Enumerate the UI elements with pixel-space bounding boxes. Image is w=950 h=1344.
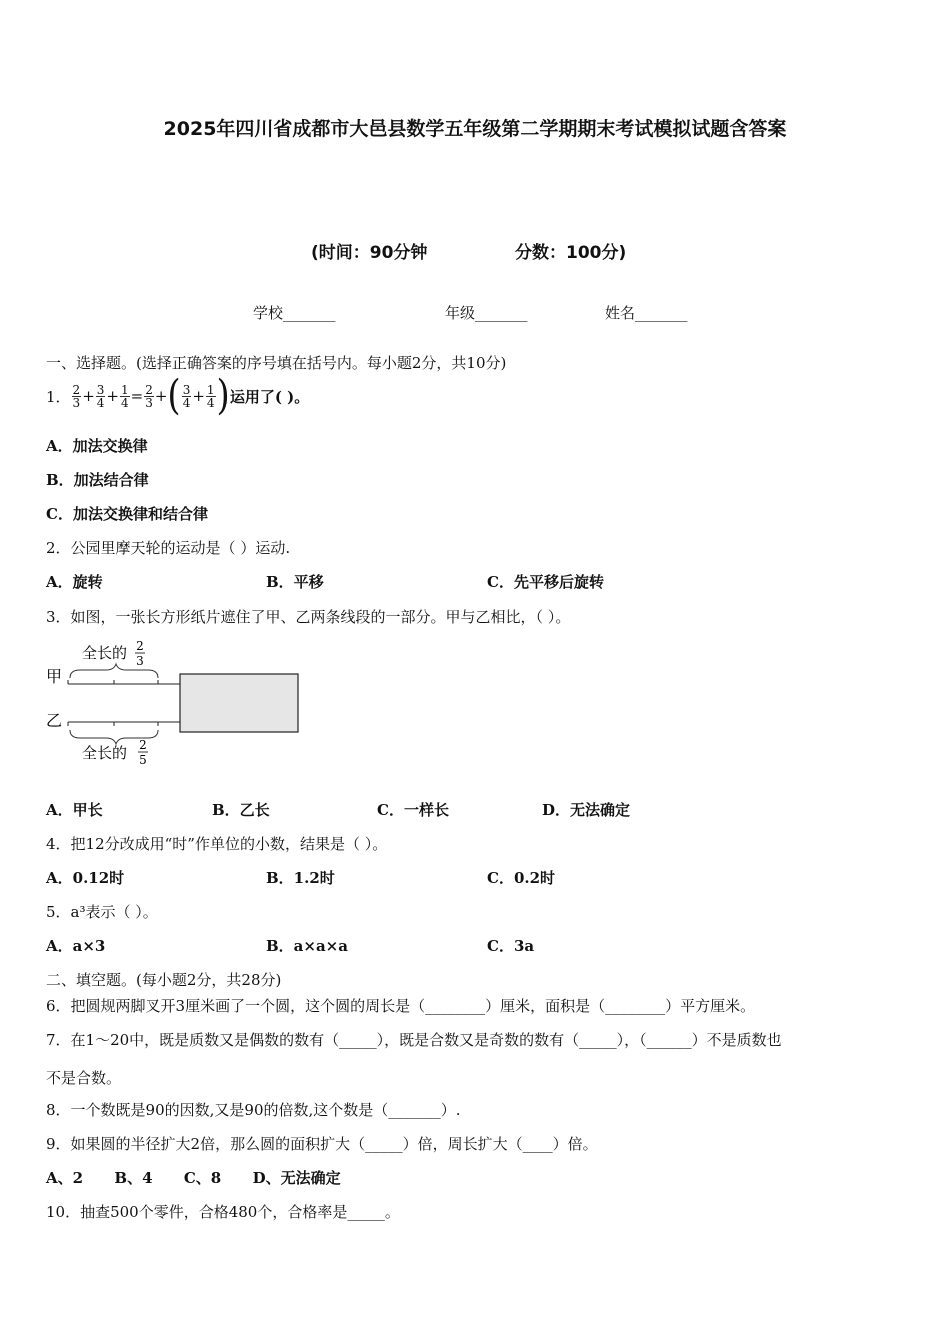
q1-option-c: C．加法交换律和结合律	[46, 505, 208, 523]
question-9: 9．如果圆的半径扩大2倍，那么圆的面积扩大（_____）倍，周长扩大（____）倍。	[46, 1135, 598, 1153]
covering-paper	[180, 674, 298, 732]
q2-option-a: A．旋转	[46, 573, 103, 591]
question-8: 8．一个数既是90的因数,又是90的倍数,这个数是（_______）.	[46, 1101, 461, 1119]
q5-option-c: C．3a	[487, 937, 535, 955]
question-2: 2．公园里摩天轮的运动是（ ）运动.	[46, 539, 291, 557]
q5-option-b: B．a×a×a	[266, 937, 348, 955]
fraction: $\frac{2}{3}$	[145, 382, 153, 410]
plus-sign: +	[154, 387, 168, 405]
top-brace	[70, 664, 158, 678]
top-label: 全长的	[82, 644, 128, 662]
plus-sign: +	[192, 387, 205, 405]
q1-number: 1．	[46, 387, 71, 406]
time-label: (时间：90分钟	[311, 243, 428, 263]
question-7-line1: 7．在1～20中，既是质数又是偶数的数有（_____），既是合数又是奇数的数有（_____），（______）不是质数也	[46, 1031, 782, 1049]
left-paren: (	[167, 372, 181, 420]
plus-sign: +	[106, 387, 119, 405]
bottom-fraction-num: 2	[139, 738, 147, 752]
top-fraction-num: 2	[136, 639, 144, 653]
fraction: $\frac{3}{4}$	[96, 382, 105, 410]
fraction: $\frac{1}{4}$	[206, 382, 215, 410]
page-title: 2025年四川省成都市大邑县数学五年级第二学期期末考试模拟试题含答案	[163, 118, 787, 140]
bottom-label: 全长的	[82, 744, 128, 762]
equals-sign: =	[130, 387, 144, 405]
score-label: 分数：100分)	[515, 243, 627, 263]
right-paren: )	[216, 372, 230, 420]
q4-option-c: C．0.2时	[487, 869, 556, 887]
question-10: 10．抽查500个零件，合格480个，合格率是_____。	[46, 1203, 400, 1221]
q3-option-a: A．甲长	[46, 801, 103, 819]
q3-figure	[44, 636, 306, 772]
question-4: 4．把12分改成用“时”作单位的小数，结果是（ ）。	[46, 835, 388, 853]
q4-option-a: A．0.12时	[46, 869, 125, 887]
fraction: $\frac{1}{4}$	[120, 382, 129, 410]
q4-option-b: B．1.2时	[266, 869, 335, 887]
section1-heading: 一、选择题。(选择正确答案的序号填在括号内。每小题2分，共10分)	[46, 354, 507, 372]
label-yi: 乙	[46, 711, 63, 730]
top-fraction-den: 3	[136, 654, 144, 668]
q2-option-c: C．先平移后旋转	[487, 573, 604, 591]
q1-option-b: B．加法结合律	[46, 471, 149, 489]
name-field: 姓名_______	[605, 304, 688, 322]
question-3: 3．如图，一张长方形纸片遮住了甲、乙两条线段的一部分。甲与乙相比，（ ）。	[46, 608, 571, 626]
fraction: $\frac{2}{3}$	[72, 382, 81, 410]
q3-option-c: C．一样长	[377, 801, 449, 819]
school-field: 学校_______	[253, 304, 336, 322]
plus-sign: +	[82, 387, 95, 405]
question-1	[46, 374, 309, 418]
q5-option-a: A．a×3	[46, 937, 106, 955]
q3-option-b: B．乙长	[212, 801, 270, 819]
question-6: 6．把圆规两脚叉开3厘米画了一个圆，这个圆的周长是（________）厘米，面积是（________）平方厘米。	[46, 997, 756, 1015]
fraction: $\frac{3}{4}$	[182, 382, 191, 410]
q1-tail: 运用了( )。	[229, 387, 310, 406]
bottom-fraction-den: 5	[139, 753, 147, 767]
question-5: 5．a³表示（ ）。	[46, 903, 158, 921]
q1-option-a: A．加法交换律	[46, 437, 148, 455]
section2-heading: 二、填空题。(每小题2分，共28分)	[46, 971, 282, 989]
label-jia: 甲	[46, 667, 63, 686]
q9-options: A、2 B、4 C、8 D、无法确定	[46, 1169, 341, 1187]
question-7-line2: 不是合数。	[46, 1069, 122, 1087]
q2-option-b: B．平移	[266, 573, 324, 591]
q3-option-d: D．无法确定	[542, 801, 631, 819]
grade-field: 年级_______	[445, 304, 528, 322]
